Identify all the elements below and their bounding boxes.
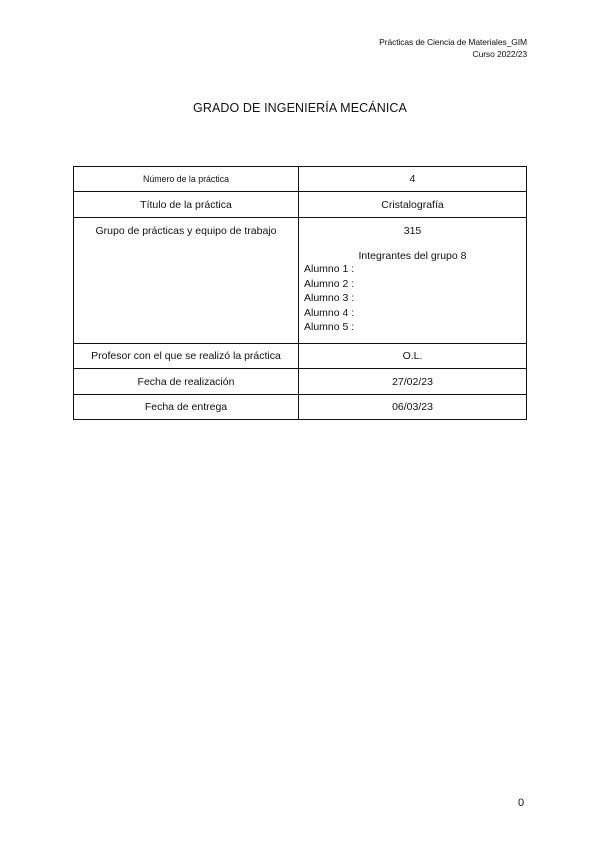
date-done-label: Fecha de realización <box>74 369 299 395</box>
practice-title-value: Cristalografía <box>299 192 527 218</box>
row-date-done <box>74 369 527 395</box>
page-header <box>379 36 527 60</box>
practice-title-label: Título de la práctica <box>74 192 299 218</box>
group-label-cell <box>74 218 299 344</box>
row-practice-number <box>74 167 527 192</box>
practice-number-label: Número de la práctica <box>74 167 299 192</box>
group-label: Grupo de prácticas y equipo de trabajo <box>95 225 277 237</box>
member-item: Alumno 2 : <box>304 277 355 290</box>
practice-info-table <box>73 166 527 420</box>
page-number: 0 <box>518 797 525 809</box>
row-practice-title <box>74 192 527 218</box>
member-item: Alumno 5 : <box>304 321 355 334</box>
group-number: 315 <box>403 225 422 237</box>
group-value-cell <box>299 218 527 344</box>
document-title: GRADO DE INGENIERÍA MECÁNICA <box>193 101 407 115</box>
row-date-delivery <box>74 395 527 420</box>
row-professor <box>74 344 527 369</box>
header-year-line: Curso 2022/23 <box>472 49 527 59</box>
members-list <box>299 262 526 335</box>
member-item: Alumno 3 : <box>304 292 355 305</box>
date-delivery-label: Fecha de entrega <box>74 395 299 420</box>
member-item: Alumno 1 : <box>304 263 355 275</box>
date-delivery-value: 06/03/23 <box>299 395 527 420</box>
header-course-line: Prácticas de Ciencia de Materiales_GIM <box>379 37 527 47</box>
practice-number-value: 4 <box>299 167 527 192</box>
row-group <box>74 218 527 344</box>
professor-value: O.L. <box>299 344 527 369</box>
date-done-value: 27/02/23 <box>299 369 527 395</box>
professor-label: Profesor con el que se realizó la práctica <box>74 344 299 369</box>
group-members-title: Integrantes del grupo 8 <box>358 250 467 262</box>
member-item: Alumno 4 : <box>304 306 355 319</box>
